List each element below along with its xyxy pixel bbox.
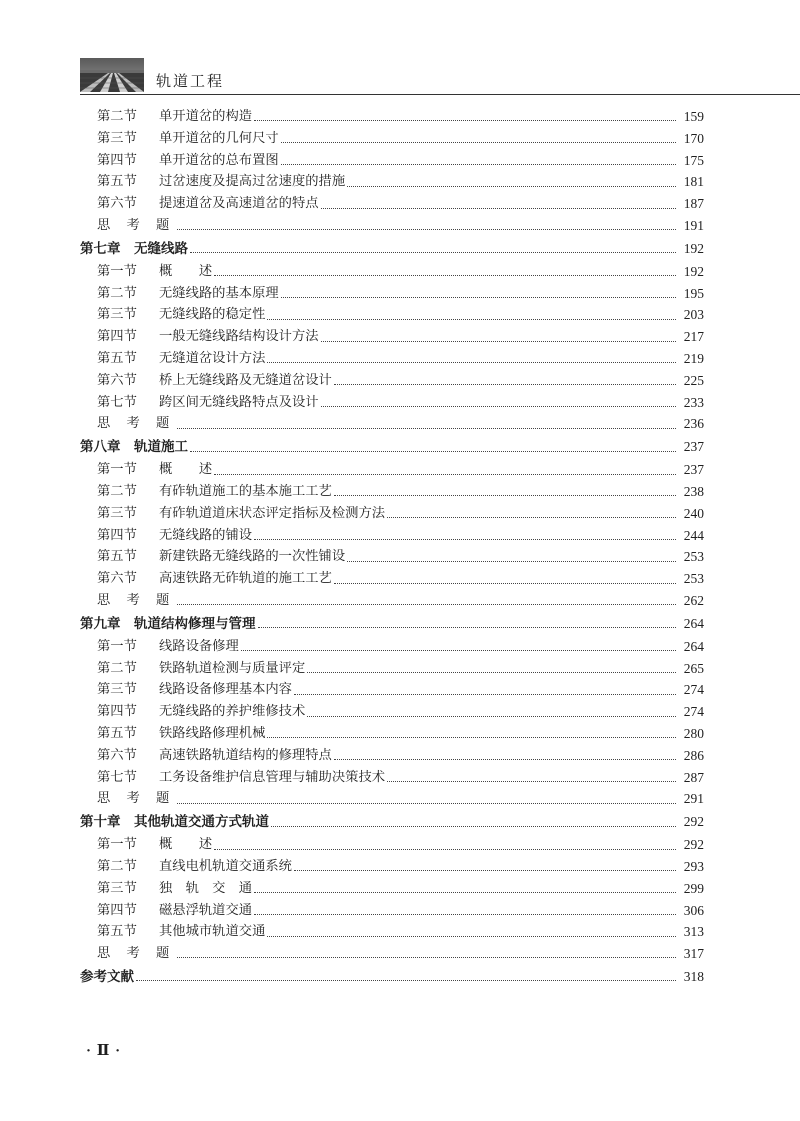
toc-page-number: 238 — [683, 483, 704, 499]
dot-leader — [190, 252, 676, 253]
toc-exercises-entry[interactable] — [80, 413, 704, 435]
toc-entry-title: 概 述 — [159, 263, 213, 279]
toc-page-number: 192 — [683, 263, 704, 279]
toc-entry-number: 第四节 — [97, 152, 137, 168]
toc-entry-title: 独 轨 交 通 — [159, 880, 253, 896]
toc-entry-number: 第七节 — [97, 769, 137, 785]
toc-entry-title: 单开道岔的构造 — [159, 109, 253, 124]
running-header — [0, 0, 800, 100]
toc-page-number: 292 — [683, 814, 704, 830]
toc-section-entry[interactable] — [80, 370, 704, 392]
dot-leader — [347, 186, 676, 187]
toc-section-entry[interactable] — [80, 878, 704, 900]
toc-section-entry[interactable] — [80, 348, 704, 370]
toc-entry-number: 第四节 — [97, 527, 137, 543]
toc-entry-title: 高速铁路无砟轨道的施工工艺 — [159, 571, 332, 587]
dot-leader — [281, 164, 676, 165]
toc-page-number: 253 — [683, 549, 704, 565]
dot-leader — [177, 957, 676, 958]
dot-leader — [177, 803, 676, 804]
toc-entry-title: 提速道岔及高速道岔的特点 — [159, 196, 319, 212]
toc-entry-number: 第二节 — [97, 858, 137, 874]
dot-leader — [254, 539, 676, 540]
toc-entry-number: 第三节 — [97, 682, 137, 698]
dot-leader — [387, 781, 676, 782]
toc-section-entry[interactable] — [80, 658, 704, 680]
toc-entry-title: 磁悬浮轨道交通 — [159, 902, 253, 918]
toc-entry-title: 第七章 无缝线路 — [80, 240, 188, 257]
toc-entry-title: 单开道岔的几何尺寸 — [159, 130, 279, 146]
toc-entry-title: 无缝线路的稳定性 — [159, 307, 266, 323]
toc-section-entry[interactable] — [80, 304, 704, 326]
toc-section-entry[interactable] — [80, 459, 704, 481]
toc-page-number: 264 — [683, 615, 704, 631]
toc-page-number: 292 — [683, 837, 704, 853]
toc-entry-title: 第九章 轨道结构修理与管理 — [80, 615, 256, 632]
toc-entry-number: 第四节 — [97, 704, 137, 720]
toc-entry-title: 无缝线路的养护维修技术 — [159, 704, 306, 720]
toc-page-number: 187 — [683, 196, 704, 212]
dot-leader — [241, 650, 676, 651]
toc-entry-title: 无缝线路的基本原理 — [159, 285, 279, 301]
dot-leader — [334, 495, 676, 496]
toc-page-number: 280 — [683, 725, 704, 741]
toc-entry-number: 第七节 — [97, 394, 137, 410]
toc-section-entry[interactable] — [80, 921, 704, 943]
dot-leader — [267, 362, 676, 363]
dot-leader — [214, 849, 676, 850]
dot-leader — [254, 120, 676, 121]
toc-entry-number: 第六节 — [97, 372, 137, 388]
toc-page-number: 265 — [683, 660, 704, 676]
toc-entry-title: 高速铁路轨道结构的修理特点 — [159, 747, 332, 763]
dot-leader — [214, 275, 676, 276]
toc-entry-number: 思 考 题 — [97, 217, 176, 233]
toc-page-number: 195 — [683, 285, 704, 301]
toc-entry-title: 无缝道岔设计方法 — [159, 350, 266, 366]
toc-exercises-entry[interactable] — [80, 943, 704, 965]
toc-entry-number: 第六节 — [97, 196, 137, 212]
toc-entry-number: 第一节 — [97, 638, 137, 654]
toc-entry-title: 过岔速度及提高过岔速度的措施 — [159, 174, 346, 190]
toc-page-number: 240 — [683, 505, 704, 521]
toc-entry-number: 第三节 — [97, 130, 137, 146]
toc-section-entry[interactable] — [80, 150, 704, 172]
toc-entry-title: 概 述 — [159, 462, 213, 478]
toc-section-entry[interactable] — [80, 636, 704, 658]
toc-entry-title: 无缝线路的铺设 — [159, 527, 253, 543]
toc-section-entry[interactable] — [80, 326, 704, 348]
toc-exercises-entry[interactable] — [80, 590, 704, 612]
dot-leader — [254, 914, 676, 915]
toc-entry-number: 第一节 — [97, 462, 137, 478]
toc-chapter-entry[interactable] — [80, 612, 704, 636]
dot-leader — [254, 892, 676, 893]
toc-entry-title: 其他城市轨道交通 — [159, 924, 266, 940]
dot-leader — [267, 737, 676, 738]
toc-entry-number: 第五节 — [97, 174, 137, 190]
toc-page-number: 264 — [683, 638, 704, 654]
dot-leader — [294, 694, 676, 695]
toc-entry-number: 第四节 — [97, 902, 137, 918]
toc-page-number: 299 — [683, 880, 704, 896]
dot-leader — [347, 561, 676, 562]
toc-entry-number: 思 考 题 — [97, 592, 176, 608]
toc-page-number: 244 — [683, 527, 704, 543]
toc-page-number: 191 — [683, 217, 704, 233]
dot-leader — [307, 716, 676, 717]
page-number: · Ⅱ · — [86, 1043, 122, 1059]
dot-leader — [294, 870, 676, 871]
toc-entry-number: 第三节 — [97, 880, 137, 896]
toc-entry-title: 工务设备维护信息管理与辅助决策技术 — [159, 769, 386, 785]
toc-entry-title: 新建铁路无缝线路的一次性铺设 — [159, 549, 346, 565]
dot-leader — [267, 936, 676, 937]
toc-section-entry[interactable] — [80, 128, 704, 150]
toc-section-entry[interactable] — [80, 745, 704, 767]
toc-entry-title: 概 述 — [159, 837, 213, 853]
toc-page-number: 253 — [683, 571, 704, 587]
toc-section-entry[interactable] — [80, 106, 704, 128]
toc-entry-title: 第十章 其他轨道交通方式轨道 — [80, 814, 269, 831]
toc-page-number: 318 — [683, 968, 704, 984]
toc-entry-title: 桥上无缝线路及无缝道岔设计 — [159, 372, 332, 388]
dot-leader — [387, 517, 676, 518]
toc-entry-title: 参考文献 — [80, 968, 134, 985]
toc-entry-number: 第一节 — [97, 837, 137, 853]
toc-entry-number: 第四节 — [97, 329, 137, 345]
toc-page-number: 237 — [683, 439, 704, 455]
dot-leader — [334, 759, 676, 760]
dot-leader — [321, 208, 676, 209]
toc-page-number: 313 — [683, 924, 704, 940]
dot-leader — [281, 297, 676, 298]
toc-entry-number: 第二节 — [97, 109, 137, 124]
toc-page-number: 192 — [683, 240, 704, 256]
toc-entry-number: 思 考 题 — [97, 946, 176, 962]
toc-page-number: 262 — [683, 592, 704, 608]
dot-leader — [307, 672, 676, 673]
toc-entry-title: 线路设备修理 — [159, 638, 239, 654]
toc-entry-number: 第三节 — [97, 307, 137, 323]
toc-page-number: 306 — [683, 902, 704, 918]
toc-section-entry[interactable] — [80, 834, 704, 856]
toc-entry-number: 思 考 题 — [97, 416, 176, 432]
toc-section-entry[interactable] — [80, 525, 704, 547]
toc-page-number: 293 — [683, 858, 704, 874]
toc-entry-number: 第五节 — [97, 549, 137, 565]
toc-entry-title: 跨区间无缝线路特点及设计 — [159, 394, 319, 410]
dot-leader — [267, 319, 676, 320]
toc-page-number: 217 — [683, 329, 704, 345]
toc-chapter-entry[interactable] — [80, 965, 704, 989]
toc-page-number: 287 — [683, 769, 704, 785]
dot-leader — [258, 627, 677, 628]
dot-leader — [214, 474, 676, 475]
dot-leader — [321, 341, 676, 342]
toc-entry-number: 第二节 — [97, 660, 137, 676]
toc-entry-title: 直线电机轨道交通系统 — [159, 858, 292, 874]
toc-page-number: 175 — [683, 152, 704, 168]
toc-entry-title: 线路设备修理基本内容 — [159, 682, 292, 698]
toc-chapter-entry[interactable] — [80, 237, 704, 261]
toc-page-number: 159 — [683, 109, 704, 124]
toc-page-number: 170 — [683, 130, 704, 146]
toc-section-entry[interactable] — [80, 546, 704, 568]
toc-entry-number: 第五节 — [97, 725, 137, 741]
toc-section-entry[interactable] — [80, 481, 704, 503]
toc-page-number: 237 — [683, 462, 704, 478]
toc-entry-number: 第六节 — [97, 571, 137, 587]
toc-entry-title: 有砟轨道道床状态评定指标及检测方法 — [159, 505, 386, 521]
toc-entry-number: 第五节 — [97, 350, 137, 366]
dot-leader — [177, 428, 676, 429]
toc-section-entry[interactable] — [80, 193, 704, 215]
toc-entry-title: 单开道岔的总布置图 — [159, 152, 279, 168]
toc-entry-title: 铁路轨道检测与质量评定 — [159, 660, 306, 676]
toc-page-number: 181 — [683, 174, 704, 190]
toc-page-number: 219 — [683, 350, 704, 366]
toc-page-number: 203 — [683, 307, 704, 323]
dot-leader — [177, 229, 676, 230]
toc-entry-number: 第三节 — [97, 505, 137, 521]
toc-section-entry[interactable] — [80, 679, 704, 701]
dot-leader — [334, 583, 676, 584]
toc-page-number: 225 — [683, 372, 704, 388]
book-title: 轨道工程 — [156, 72, 225, 90]
toc-entry-number: 第二节 — [97, 285, 137, 301]
toc-section-entry[interactable] — [80, 171, 704, 193]
dot-leader — [136, 980, 676, 981]
toc-section-entry[interactable] — [80, 503, 704, 525]
toc-entry-title: 铁路线路修理机械 — [159, 725, 266, 741]
toc-entry-title: 有砟轨道施工的基本施工工艺 — [159, 483, 332, 499]
toc-section-entry[interactable] — [80, 283, 704, 305]
toc-entry-number: 思 考 题 — [97, 791, 176, 807]
toc-entry-title: 第八章 轨道施工 — [80, 439, 188, 456]
toc-section-entry[interactable] — [80, 856, 704, 878]
toc-page-number: 233 — [683, 394, 704, 410]
toc-section-entry[interactable] — [80, 568, 704, 590]
toc-page-number: 236 — [683, 416, 704, 432]
toc-chapter-entry[interactable] — [80, 435, 704, 459]
toc-section-entry[interactable] — [80, 261, 704, 283]
toc-section-entry[interactable] — [80, 767, 704, 789]
toc-chapter-entry[interactable] — [80, 810, 704, 834]
toc-page-number: 286 — [683, 747, 704, 763]
dot-leader — [177, 604, 676, 605]
toc-entry-number: 第一节 — [97, 263, 137, 279]
toc-page-number: 317 — [683, 946, 704, 962]
toc-entry-number: 第二节 — [97, 483, 137, 499]
toc-entry-title: 一般无缝线路结构设计方法 — [159, 329, 319, 345]
toc-page-number: 291 — [683, 791, 704, 807]
toc-exercises-entry[interactable] — [80, 788, 704, 810]
railway-track-photo — [80, 58, 144, 92]
dot-leader — [271, 826, 676, 827]
toc-entry-number: 第六节 — [97, 747, 137, 763]
toc-page-number: 274 — [683, 704, 704, 720]
dot-leader — [334, 384, 676, 385]
toc-exercises-entry[interactable] — [80, 215, 704, 237]
toc-page-number: 274 — [683, 682, 704, 698]
toc-section-entry[interactable] — [80, 392, 704, 414]
header-rule — [80, 94, 800, 95]
toc-section-entry[interactable] — [80, 900, 704, 922]
table-of-contents — [80, 106, 704, 989]
toc-section-entry[interactable] — [80, 723, 704, 745]
dot-leader — [190, 451, 676, 452]
dot-leader — [321, 406, 676, 407]
toc-entry-number: 第五节 — [97, 924, 137, 940]
dot-leader — [281, 142, 676, 143]
toc-section-entry[interactable] — [80, 701, 704, 723]
